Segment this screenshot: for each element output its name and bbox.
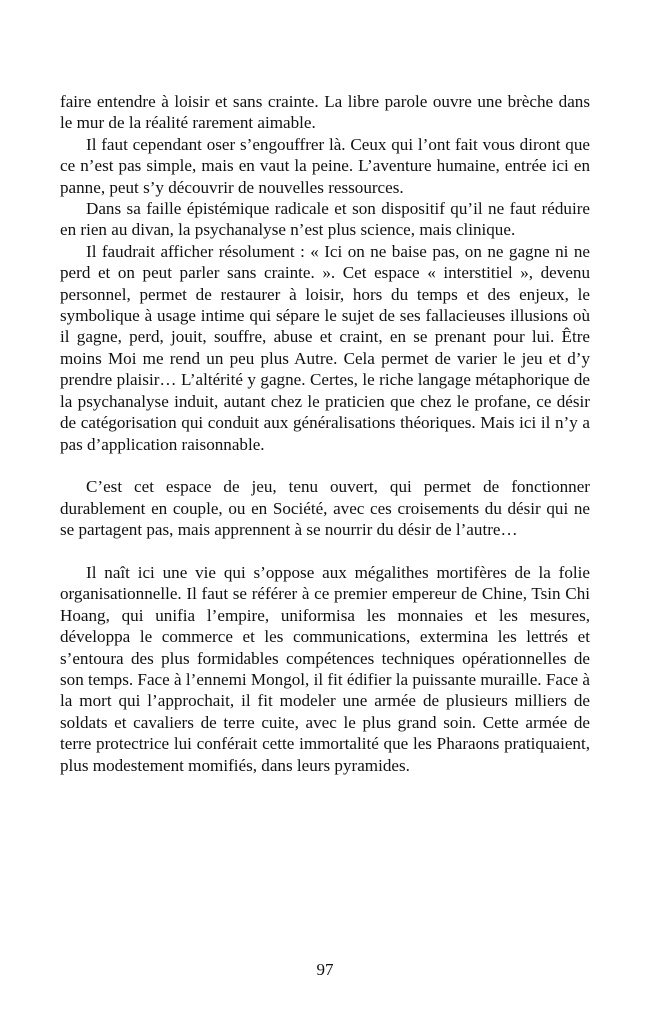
paragraph: Il faut cependant oser s’engouffrer là. Ceux qui l’ont fait vous diront que ce n’est pas simple, mais en vaut la peine. L’aventure humaine, entrée ici en panne, peut s’y découvrir de nouvelles ressources. — [60, 134, 590, 197]
paragraph: Dans sa faille épistémique radicale et son dispositif qu’il ne faut réduire en rien au divan, la psychanalyse n’est plus science, mais clinique. — [60, 199, 590, 240]
page-body — [60, 91, 590, 776]
paragraph: Il faudrait afficher résolument : « Ici on ne baise pas, on ne gagne ni ne perd et on peut parler sans crainte. ». Cet espace « interstitiel », devenu personnel, permet de restaurer à loisir, hors du temps et des enjeux, le symbolique à usage intime qui sépare le sujet de ses fallacieuses illusions où il gagne, perd, jouit, souffre, abuse et craint, en se prenant pour lui. Être moins Moi me rend un peu plus Autre. Cela permet de varier le jeu et d’y prendre plaisir… L’altérité y gagne. Certes, le riche langage métaphorique de la psychanalyse induit, autant chez le praticien que chez le profane, ce désir de catégorisation qui conduit aux généralisations théoriques. Mais ici il n’y a pas d’application raisonnable. — [60, 241, 590, 454]
paragraph: C’est cet espace de jeu, tenu ouvert, qui permet de fonctionner durablement en couple, ou en Société, avec ces croisements du désir qui ne se partagent pas, mais apprennent à se nourrir du désir de l’autre… — [60, 477, 590, 540]
paragraph-continuation: faire entendre à loisir et sans crainte. La libre parole ouvre une brèche dans le mur de la réalité rarement aimable. — [60, 92, 590, 133]
page-number: 97 — [316, 960, 334, 979]
paragraph: Il naît ici une vie qui s’oppose aux mégalithes mortifères de la folie organisationnelle. Il faut se référer à ce premier empereur de Chine, Tsin Chi Hoang, qui unifia l’empire, uniformisa les monnaies et les mesures, développa le commerce et les communications, extermina les lettrés et s’entoura des plus formidables compétences techniques opérationnelles de son temps. Face à l’ennemi Mongol, il fit édifier la puissante muraille. Face à la mort qui l’approchait, il fit modeler une armée de plusieurs milliers de soldats et cavaliers de terre cuite, avec le plus grand soin. Cette armée de terre protectrice lui conférait cette immortalité que les Pharaons pratiquaient, plus modestement momifiés, dans leurs pyramides. — [60, 562, 590, 775]
